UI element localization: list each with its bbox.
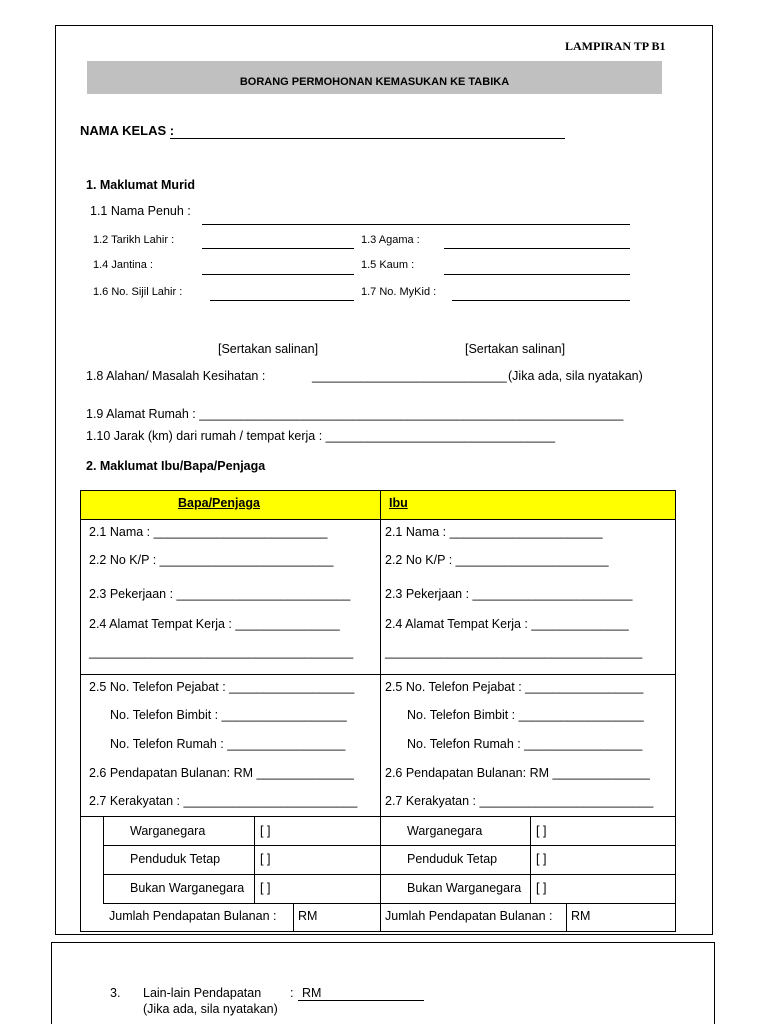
- class-name-input-line[interactable]: [170, 138, 565, 139]
- mother-status-citizen-checkbox[interactable]: [ ]: [536, 824, 547, 838]
- health-note: (Jika ada, sila nyatakan): [508, 369, 643, 383]
- dob-label: 1.2 Tarikh Lahir :: [93, 234, 175, 246]
- distance-row[interactable]: 1.10 Jarak (km) dari rumah / tempat kerja : _________________________________: [86, 429, 556, 443]
- mother-status-noncitizen: Bukan Warganegara: [407, 881, 522, 895]
- father-name[interactable]: 2.1 Nama : _________________________: [89, 525, 328, 539]
- father-office-phone[interactable]: 2.5 No. Telefon Pejabat : __________________: [89, 680, 355, 694]
- full-name-label: 1.1 Nama Penuh :: [90, 204, 191, 218]
- attach-note-left: [Sertakan salinan]: [218, 342, 319, 356]
- full-name-input-line[interactable]: [202, 224, 630, 225]
- class-name-label: NAMA KELAS :: [80, 123, 175, 138]
- section3-number: 3.: [110, 986, 121, 1000]
- mother-citizenship[interactable]: 2.7 Kerakyatan : _________________________: [385, 794, 654, 808]
- father-status-noncitizen: Bukan Warganegara: [130, 881, 245, 895]
- gender-input-line[interactable]: [202, 274, 354, 275]
- race-input-line[interactable]: [444, 274, 630, 275]
- dob-input-line[interactable]: [202, 248, 354, 249]
- father-work-address-line2[interactable]: ______________________________________: [89, 645, 354, 659]
- father-total-income-label: Jumlah Pendapatan Bulanan :: [109, 909, 277, 923]
- father-status-pr-checkbox[interactable]: [ ]: [260, 852, 271, 866]
- father-status-citizen-checkbox[interactable]: [ ]: [260, 824, 271, 838]
- father-header: Bapa/Penjaga: [178, 496, 260, 510]
- birth-cert-input-line[interactable]: [210, 300, 354, 301]
- father-status-citizen: Warganegara: [130, 824, 206, 838]
- father-citizenship[interactable]: 2.7 Kerakyatan : _________________________: [89, 794, 358, 808]
- race-label: 1.5 Kaum :: [361, 259, 415, 271]
- father-work-address[interactable]: 2.4 Alamat Tempat Kerja : _______________: [89, 617, 340, 631]
- section3-currency: RM: [302, 986, 322, 1000]
- religion-input-line[interactable]: [444, 248, 630, 249]
- religion-label: 1.3 Agama :: [361, 234, 420, 246]
- mykid-label: 1.7 No. MyKid :: [361, 286, 437, 298]
- father-income[interactable]: 2.6 Pendapatan Bulanan: RM ______________: [89, 766, 354, 780]
- form-title: BORANG PERMOHONAN KEMASUKAN KE TABIKA: [239, 76, 510, 88]
- mother-status-pr-checkbox[interactable]: [ ]: [536, 852, 547, 866]
- mother-home-phone[interactable]: No. Telefon Rumah : _________________: [407, 737, 643, 751]
- mother-mobile-phone[interactable]: No. Telefon Bimbit : __________________: [407, 708, 644, 722]
- health-input-line[interactable]: ____________________________: [312, 369, 507, 383]
- mother-status-citizen: Warganegara: [407, 824, 483, 838]
- mother-name[interactable]: 2.1 Nama : ______________________: [385, 525, 603, 539]
- section3-colon: :: [290, 986, 294, 1000]
- section3-label: Lain-lain Pendapatan: [143, 986, 262, 1000]
- mother-status-noncitizen-checkbox[interactable]: [ ]: [536, 881, 547, 895]
- mother-ic[interactable]: 2.2 No K/P : ______________________: [385, 553, 609, 567]
- section3-input-line[interactable]: [298, 1000, 424, 1001]
- health-label: 1.8 Alahan/ Masalah Kesihatan :: [86, 369, 266, 383]
- father-status-pr: Penduduk Tetap: [130, 852, 221, 866]
- father-total-income-currency[interactable]: RM: [298, 909, 318, 923]
- section1-heading: 1. Maklumat Murid: [86, 178, 196, 192]
- mother-job[interactable]: 2.3 Pekerjaan : _______________________: [385, 587, 633, 601]
- birth-cert-label: 1.6 No. Sijil Lahir :: [93, 286, 183, 298]
- mother-total-income-currency[interactable]: RM: [571, 909, 591, 923]
- father-mobile-phone[interactable]: No. Telefon Bimbit : __________________: [110, 708, 347, 722]
- section2-heading: 2. Maklumat Ibu/Bapa/Penjaga: [86, 459, 266, 473]
- section3-note: (Jika ada, sila nyatakan): [143, 1002, 278, 1016]
- father-job[interactable]: 2.3 Pekerjaan : _________________________: [89, 587, 351, 601]
- mother-office-phone[interactable]: 2.5 No. Telefon Pejabat : _________________: [385, 680, 644, 694]
- mother-status-pr: Penduduk Tetap: [407, 852, 498, 866]
- mother-work-address[interactable]: 2.4 Alamat Tempat Kerja : ______________: [385, 617, 629, 631]
- father-ic[interactable]: 2.2 No K/P : _________________________: [89, 553, 334, 567]
- mykid-input-line[interactable]: [452, 300, 630, 301]
- father-status-noncitizen-checkbox[interactable]: [ ]: [260, 881, 271, 895]
- mother-income[interactable]: 2.6 Pendapatan Bulanan: RM ______________: [385, 766, 650, 780]
- father-home-phone[interactable]: No. Telefon Rumah : _________________: [110, 737, 346, 751]
- mother-header: Ibu: [389, 496, 408, 510]
- appendix-label: LAMPIRAN TP B1: [565, 39, 666, 53]
- mother-total-income-label: Jumlah Pendapatan Bulanan :: [385, 909, 553, 923]
- mother-work-address-line2[interactable]: _____________________________________: [385, 645, 643, 659]
- gender-label: 1.4 Jantina :: [93, 259, 153, 271]
- table-header-bg: [80, 490, 676, 519]
- address-row[interactable]: 1.9 Alamat Rumah : _____________________________________________________________: [86, 407, 624, 421]
- attach-note-right: [Sertakan salinan]: [465, 342, 566, 356]
